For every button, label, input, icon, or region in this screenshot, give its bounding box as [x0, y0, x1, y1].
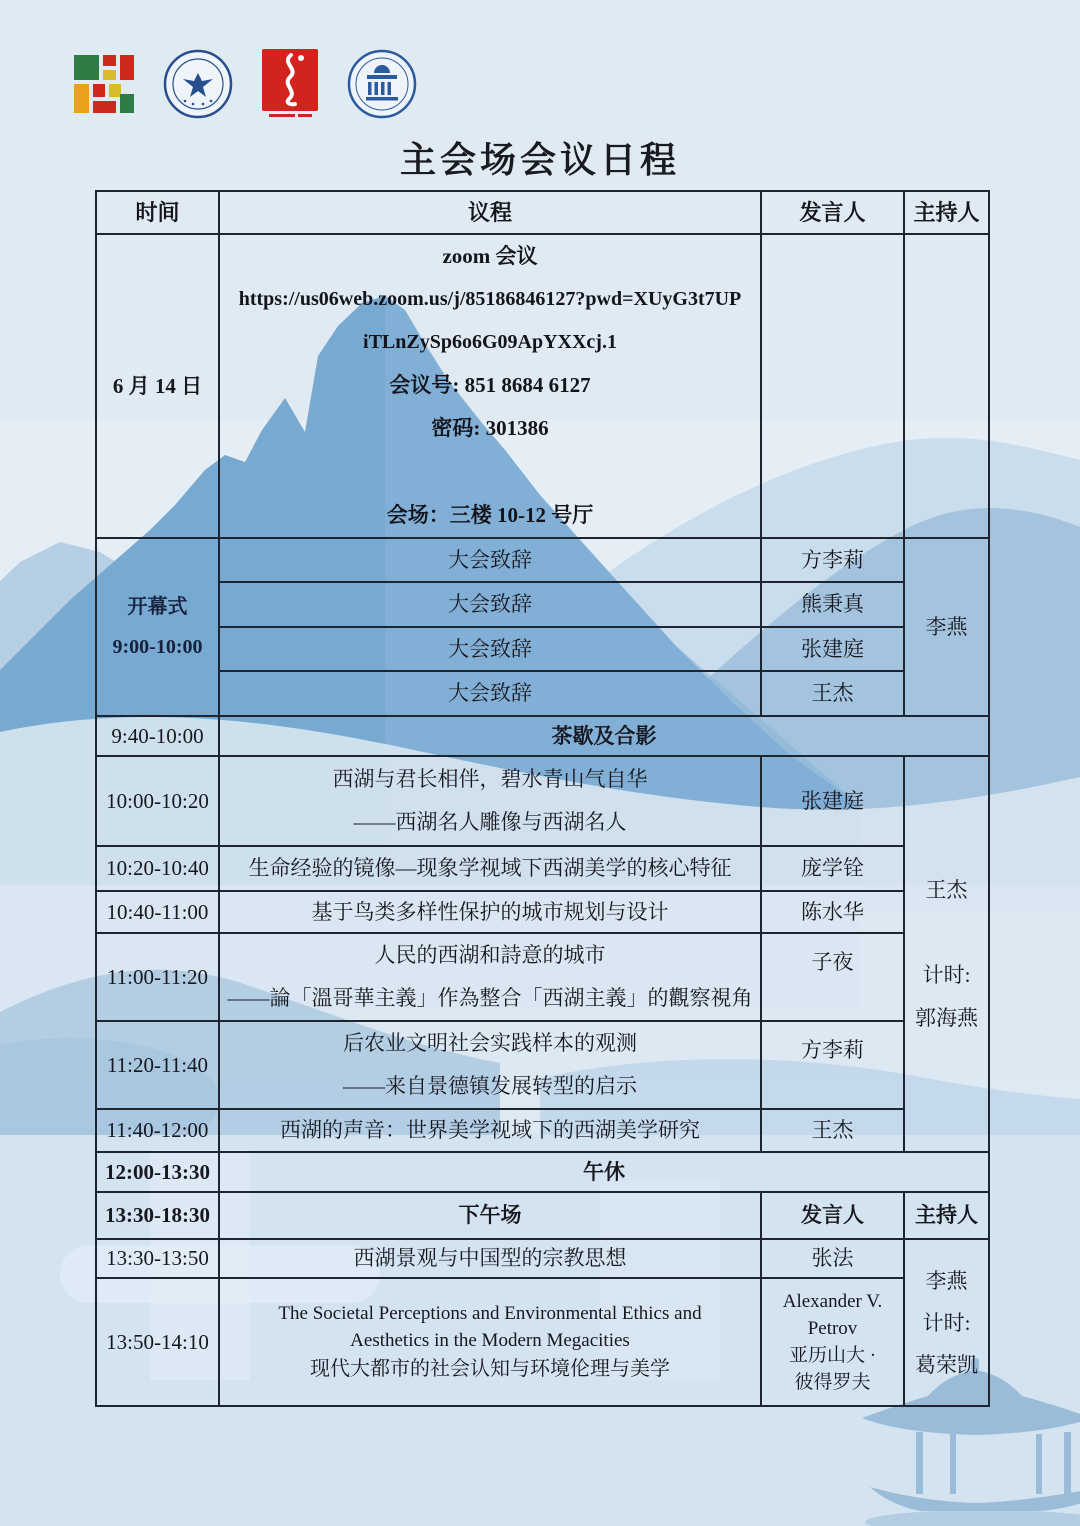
- agenda-title: 大会致辞: [219, 671, 761, 716]
- talk-time: 10:00-10:20: [96, 756, 219, 846]
- header-agenda: 议程: [219, 191, 761, 234]
- morning-host-name: 王杰: [925, 877, 968, 902]
- zoom-meeting-label: zoom 会议: [442, 244, 538, 268]
- page-title: 主会场会议日程: [399, 140, 680, 180]
- logo-bar: [73, 48, 417, 120]
- red-calligraphy-logo-icon: [261, 48, 319, 120]
- speaker-name: 张建庭: [761, 756, 904, 846]
- opening-row-4: [96, 671, 989, 716]
- talk-title: 生命经验的镜像—现象学视域下西湖美学的核心特征: [219, 846, 761, 891]
- talk-subtitle-line: ——論「溫哥華主義」作為整合「西湖主義」的觀察視角: [227, 986, 753, 1010]
- timer-name: 郭海燕: [915, 1005, 978, 1030]
- opening-row-3: [96, 627, 989, 671]
- talk-title: 基于鸟类多样性保护的城市规划与设计: [219, 891, 761, 933]
- talk-title: 西湖景观与中国型的宗教思想: [219, 1239, 761, 1278]
- agenda-title: 大会致辞: [219, 538, 761, 582]
- talk-title-line: 后农业文明社会实践样本的观测: [343, 1031, 637, 1055]
- morning-row-4: [96, 933, 989, 1021]
- talk-subtitle-line: ——来自景德镇发展转型的启示: [343, 1074, 637, 1098]
- afternoon-speaker-header: 发言人: [761, 1192, 904, 1239]
- talk-time: 11:00-11:20: [96, 933, 219, 1021]
- lunch-row: [96, 1152, 989, 1192]
- afternoon-host-cell: [904, 1239, 989, 1406]
- speaker-name: 子夜: [761, 933, 904, 1021]
- morning-row-3: [96, 891, 989, 933]
- meeting-id: 会议号: 851 8684 6127: [389, 373, 591, 397]
- opening-label: 开幕式: [127, 596, 188, 618]
- talk-title-line-en: The Societal Perceptions and Environmental Ethics and: [278, 1302, 702, 1324]
- afternoon-row-2: [96, 1278, 989, 1406]
- talk-title: [219, 933, 761, 1021]
- morning-row-6: [96, 1109, 989, 1152]
- speaker-name: 王杰: [761, 1109, 904, 1152]
- speaker-name: [761, 1278, 904, 1406]
- agenda-title: 大会致辞: [219, 627, 761, 671]
- speaker-name: 陈水华: [761, 891, 904, 933]
- afternoon-host-name: 李燕: [925, 1268, 968, 1293]
- header-host: 主持人: [904, 191, 989, 234]
- speaker-name: 张建庭: [761, 627, 904, 671]
- university-seal-logo-icon: [163, 49, 233, 119]
- talk-title-line: 西湖与君长相伴，碧水青山气自华: [332, 767, 648, 791]
- speaker-name: 熊秉真: [761, 582, 904, 627]
- agenda-table: [95, 190, 990, 1407]
- morning-host-cell: [904, 756, 989, 1152]
- zoom-info-row: [96, 234, 989, 538]
- morning-row-5: [96, 1021, 989, 1109]
- mosaic-grid-logo-icon: [73, 54, 135, 114]
- talk-time: 11:40-12:00: [96, 1109, 219, 1152]
- opening-row-1: [96, 538, 989, 582]
- speaker-name: 张法: [761, 1239, 904, 1278]
- talk-title-line: 人民的西湖和詩意的城市: [374, 943, 606, 967]
- timer-label: 计时:: [922, 962, 971, 987]
- opening-time: 9:00-10:00: [112, 636, 203, 658]
- tea-break-row: [96, 716, 989, 756]
- talk-time: 10:40-11:00: [96, 891, 219, 933]
- zoom-meeting-url-continued[interactable]: iTLnZySp6o6G09ApYXXcj.1: [363, 331, 617, 353]
- speaker-cell-empty: [761, 234, 904, 538]
- host-cell-empty: [904, 234, 989, 538]
- talk-title: [219, 1021, 761, 1109]
- talk-time: 13:50-14:10: [96, 1278, 219, 1406]
- lunch-time: 12:00-13:30: [96, 1152, 219, 1192]
- afternoon-host-header: 主持人: [904, 1192, 989, 1239]
- header-speaker: 发言人: [761, 191, 904, 234]
- zoom-info-cell: [219, 234, 761, 538]
- talk-subtitle-line: ——西湖名人雕像与西湖名人: [353, 810, 627, 834]
- afternoon-session-time: 13:30-18:30: [96, 1192, 219, 1239]
- timer-name: 葛荣凯: [915, 1352, 978, 1377]
- talk-time: 11:20-11:40: [96, 1021, 219, 1109]
- speaker-line: Petrov: [807, 1318, 858, 1339]
- talk-title: [219, 1278, 761, 1406]
- speaker-name: 方李莉: [761, 1021, 904, 1109]
- opening-host: 李燕: [904, 538, 989, 716]
- tea-break-time: 9:40-10:00: [96, 716, 219, 756]
- talk-title-line-en: Aesthetics in the Modern Megacities: [350, 1329, 630, 1351]
- speaker-line: Alexander V.: [782, 1291, 883, 1312]
- tea-break-title: 茶歇及合影: [219, 716, 989, 756]
- speaker-line: 亚历山大 ·: [788, 1345, 877, 1366]
- speaker-name: 王杰: [761, 671, 904, 716]
- meeting-password: 密码: 301386: [431, 416, 549, 440]
- speaker-name: 方李莉: [761, 538, 904, 582]
- morning-row-1: [96, 756, 989, 846]
- agenda-title: 大会致辞: [219, 582, 761, 627]
- academy-seal-logo-icon: [347, 49, 417, 119]
- header-time: 时间: [96, 191, 219, 234]
- header-row: [96, 191, 989, 234]
- morning-row-2: [96, 846, 989, 891]
- afternoon-header-row: [96, 1192, 989, 1239]
- venue-room: 会场：三楼 10-12 号厅: [386, 503, 594, 527]
- talk-title: [219, 756, 761, 846]
- talk-time: 13:30-13:50: [96, 1239, 219, 1278]
- talk-title: 西湖的声音：世界美学视域下的西湖美学研究: [219, 1109, 761, 1152]
- timer-label: 计时:: [922, 1310, 971, 1335]
- afternoon-session-title: 下午场: [219, 1192, 761, 1239]
- lunch-title: 午休: [219, 1152, 989, 1192]
- speaker-name: 庞学铨: [761, 846, 904, 891]
- session-date: 6 月 14 日: [96, 234, 219, 538]
- speaker-line: 彼得罗夫: [794, 1372, 871, 1393]
- talk-title-line-zh: 现代大都市的社会认知与环境伦理与美学: [310, 1357, 670, 1380]
- talk-time: 10:20-10:40: [96, 846, 219, 891]
- opening-session-time: [96, 538, 219, 716]
- opening-row-2: [96, 582, 989, 627]
- zoom-meeting-url[interactable]: https://us06web.zoom.us/j/85186846127?pwd=XUyG3t7UP: [238, 288, 742, 310]
- afternoon-row-1: [96, 1239, 989, 1278]
